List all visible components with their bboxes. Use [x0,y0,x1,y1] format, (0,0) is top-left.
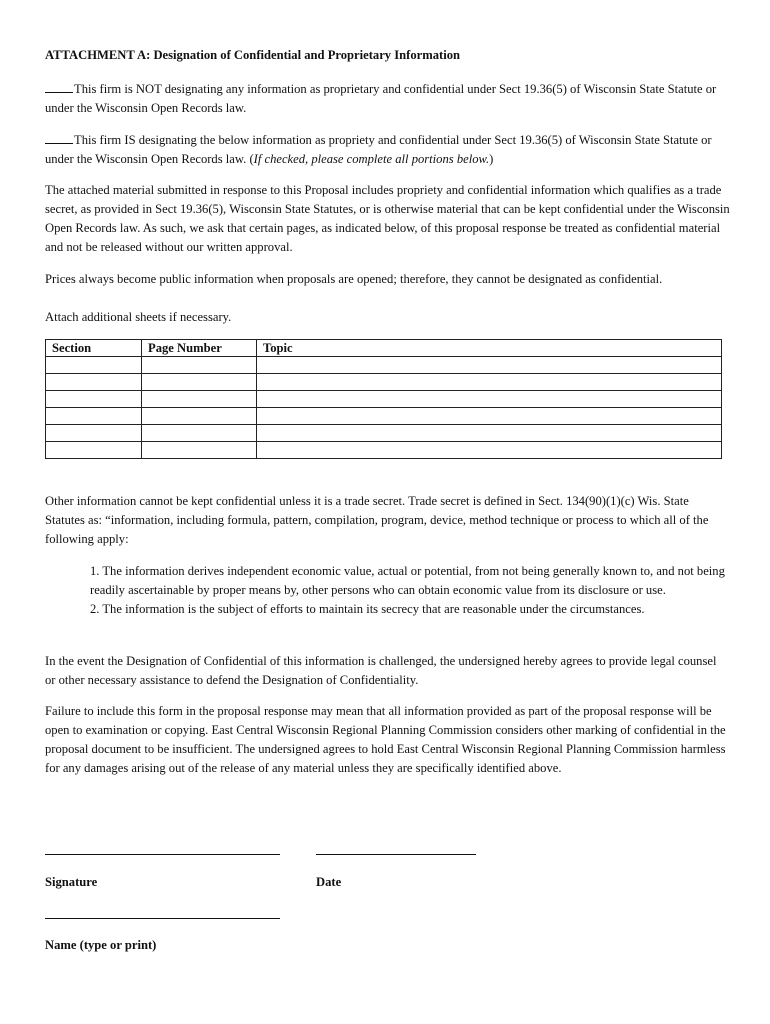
paragraph-challenge: In the event the Designation of Confidential of this information is challenged, the undersigned hereby agrees to provide legal counsel or other necessary assistance to defend the Designation of Confidentiality. [45,654,717,687]
paragraph-failure: Failure to include this form in the proposal response may mean that all information provided as part of the proposal response will be open to examination or copying. East Central Wisconsin Regional Planning Commission considers other marking of confidential in the proposal document to be insufficient. The undersigned agrees to hold East Central Wisconsin Regional Planning Commission harmless for any damages arising out of the release of any material unless they are specifically identified above. [45,704,726,775]
date-label: Date [316,875,342,889]
table-row [46,374,722,391]
list-item: 1. The information derives independent economic value, actual or potential, from not being generally known to, and not being readily ascertainable by proper means by, other persons who can obtain economic value from its disclosure or use. [90,564,725,597]
paragraph-attach-sheets: Attach additional sheets if necessary. [45,310,232,324]
table-row [46,391,722,408]
cell-page-number[interactable] [142,391,257,408]
header-topic: Topic [257,340,722,357]
confidential-pages-table [45,339,722,459]
cell-section[interactable] [46,442,142,459]
cell-topic[interactable] [257,357,722,374]
paragraph-attached-material: The attached material submitted in response to this Proposal includes propriety and confidential information which qualifies as a trade secret, as provided in Sect 19.36(5), Wisconsin State Statutes, or is otherwise material that can be kept confidential under the Wisconsin Open Records law. As such, we ask that certain pages, as indicated below, of this proposal response be treated as confidential material and not be released without our written approval. [45,183,730,254]
checkbox-blank-not[interactable] [45,80,73,93]
paragraph-prices: Prices always become public information when proposals are opened; therefore, they cannot be designated as confidential. [45,272,663,286]
cell-topic[interactable] [257,425,722,442]
table-row [46,408,722,425]
cell-topic[interactable] [257,408,722,425]
cell-section[interactable] [46,408,142,425]
cell-section[interactable] [46,425,142,442]
name-line[interactable] [45,918,280,919]
list-item: 2. The information is the subject of efforts to maintain its secrecy that are reasonable under the circumstances. [90,602,645,616]
name-label: Name (type or print) [45,938,157,952]
cell-topic[interactable] [257,374,722,391]
cell-page-number[interactable] [142,357,257,374]
document-title: ATTACHMENT A: Designation of Confidential and Proprietary Information [45,48,461,62]
option-is-close: ) [489,152,494,166]
cell-page-number[interactable] [142,442,257,459]
option-is-instruction: If checked, please complete all portions below. [253,152,490,166]
cell-section[interactable] [46,391,142,408]
date-line[interactable] [316,854,476,855]
paragraph-trade-secret: Other information cannot be kept confidential unless it is a trade secret. Trade secret is defined in Sect. 134(90)(1)(c) Wis. State Statutes as: “information, including formula, pattern, compilation, program, device, method technique or process to which all of the following apply: [45,494,709,546]
trade-secret-criteria-list [90,562,730,619]
header-page-number: Page Number [142,340,257,357]
option-is-text: This firm IS designating the below information as propriety and confidential under Sect 19.36(5) of Wisconsin State Statute or under the Wisconsin Open Records law. ( [45,133,712,166]
option-not-designating [45,80,730,118]
cell-topic[interactable] [257,391,722,408]
cell-topic[interactable] [257,442,722,459]
table-row [46,442,722,459]
cell-page-number[interactable] [142,408,257,425]
cell-section[interactable] [46,374,142,391]
cell-page-number[interactable] [142,374,257,391]
header-section: Section [46,340,142,357]
signature-label: Signature [45,875,98,889]
signature-line[interactable] [45,854,280,855]
table-header-row [46,340,722,357]
checkbox-blank-is[interactable] [45,131,73,144]
option-is-designating [45,131,730,169]
option-not-text: This firm is NOT designating any information as proprietary and confidential under Sect 19.36(5) of Wisconsin State Statute or under the Wisconsin Open Records law. [45,82,717,115]
table-row [46,425,722,442]
table-row [46,357,722,374]
cell-section[interactable] [46,357,142,374]
cell-page-number[interactable] [142,425,257,442]
